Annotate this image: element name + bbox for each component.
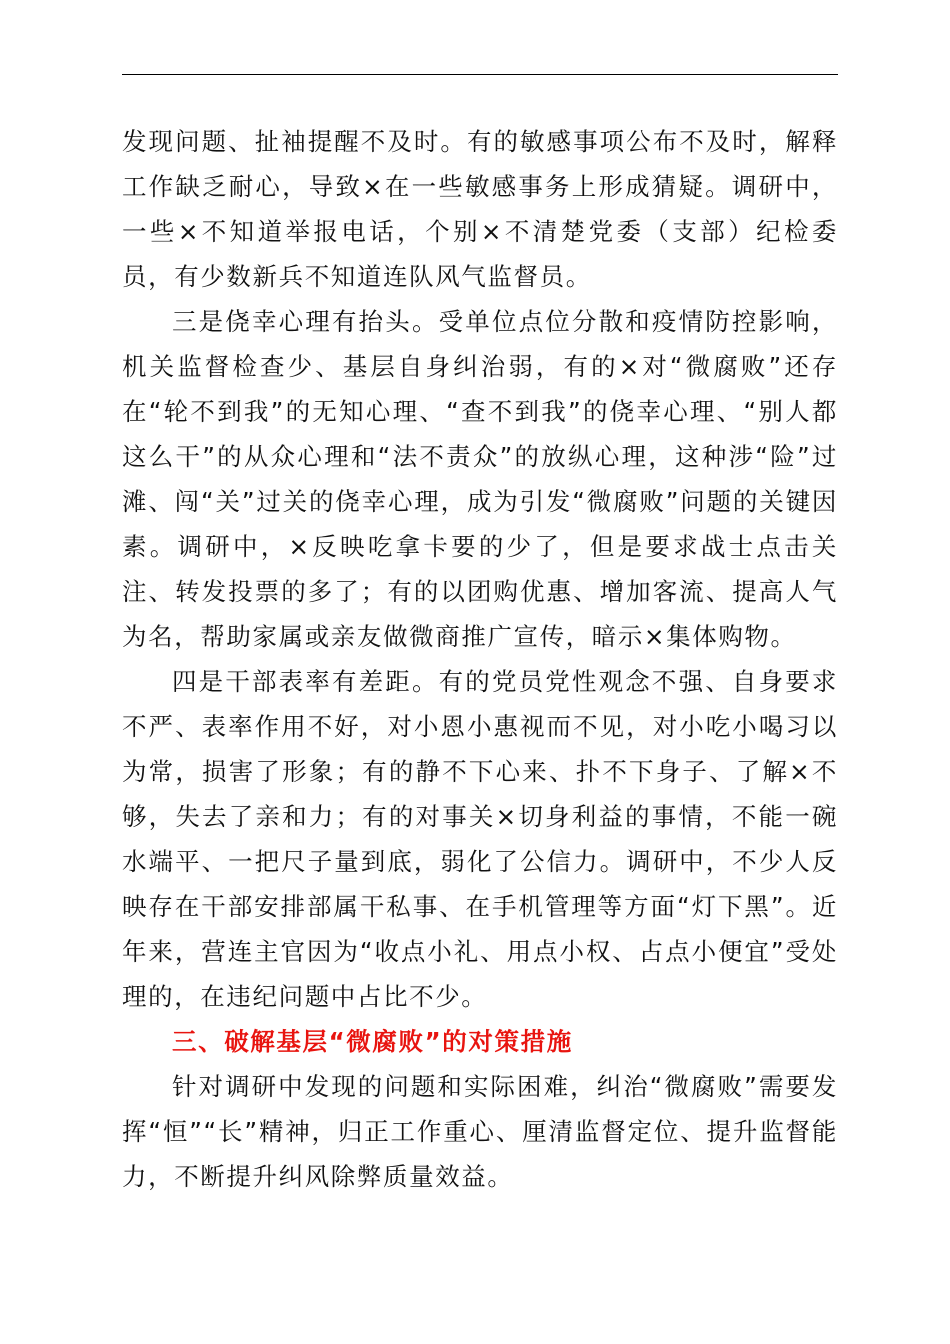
section-heading: 三、破解基层“微腐败”的对策措施 xyxy=(172,1027,573,1056)
document-body xyxy=(122,119,838,1199)
paragraph-continuation: 发现问题、扯袖提醒不及时。有的敏感事项公布不及时，解释工作缺乏耐心，导致×在一些敏感事务上形成猜疑。调研中，一些×不知道举报电话，个别×不清楚党委（支部）纪检委员，有少数新兵不知道连队风气监督员。 xyxy=(122,127,838,291)
paragraph-closing: 针对调研中发现的问题和实际困难，纠治“微腐败”需要发挥“恒”“长”精神，归正工作重心、厘清监督定位、提升监督能力，不断提升纠风除弊质量效益。 xyxy=(122,1072,838,1191)
paragraph-point-three: 三是侥幸心理有抬头。受单位点位分散和疫情防控影响，机关监督检查少、基层自身纠治弱，有的×对“微腐败”还存在“轮不到我”的无知心理、“查不到我”的侥幸心理、“别人都这么干”的从众心理和“法不责众”的放纵心理，这种涉“险”过滩、闯“关”过关的侥幸心理，成为引发“微腐败”问题的关键因素。调研中，×反映吃拿卡要的少了，但是要求战士点击关注、转发投票的多了；有的以团购优惠、增加客流、提高人气为名，帮助家属或亲友做微商推广宣传，暗示×集体购物。 xyxy=(122,307,838,651)
header-rule xyxy=(122,74,838,75)
paragraph-point-four: 四是干部表率有差距。有的党员党性观念不强、自身要求不严、表率作用不好，对小恩小惠视而不见，对小吃小喝习以为常，损害了形象；有的静不下心来、扑不下身子、了解×不够，失去了亲和力；有的对事关×切身利益的事情，不能一碗水端平、一把尺子量到底，弱化了公信力。调研中，不少人反映存在干部安排部属干私事、在手机管理等方面“灯下黑”。近年来，营连主官因为“收点小礼、用点小权、占点小便宜”受处理的，在违纪问题中占比不少。 xyxy=(122,667,838,1011)
